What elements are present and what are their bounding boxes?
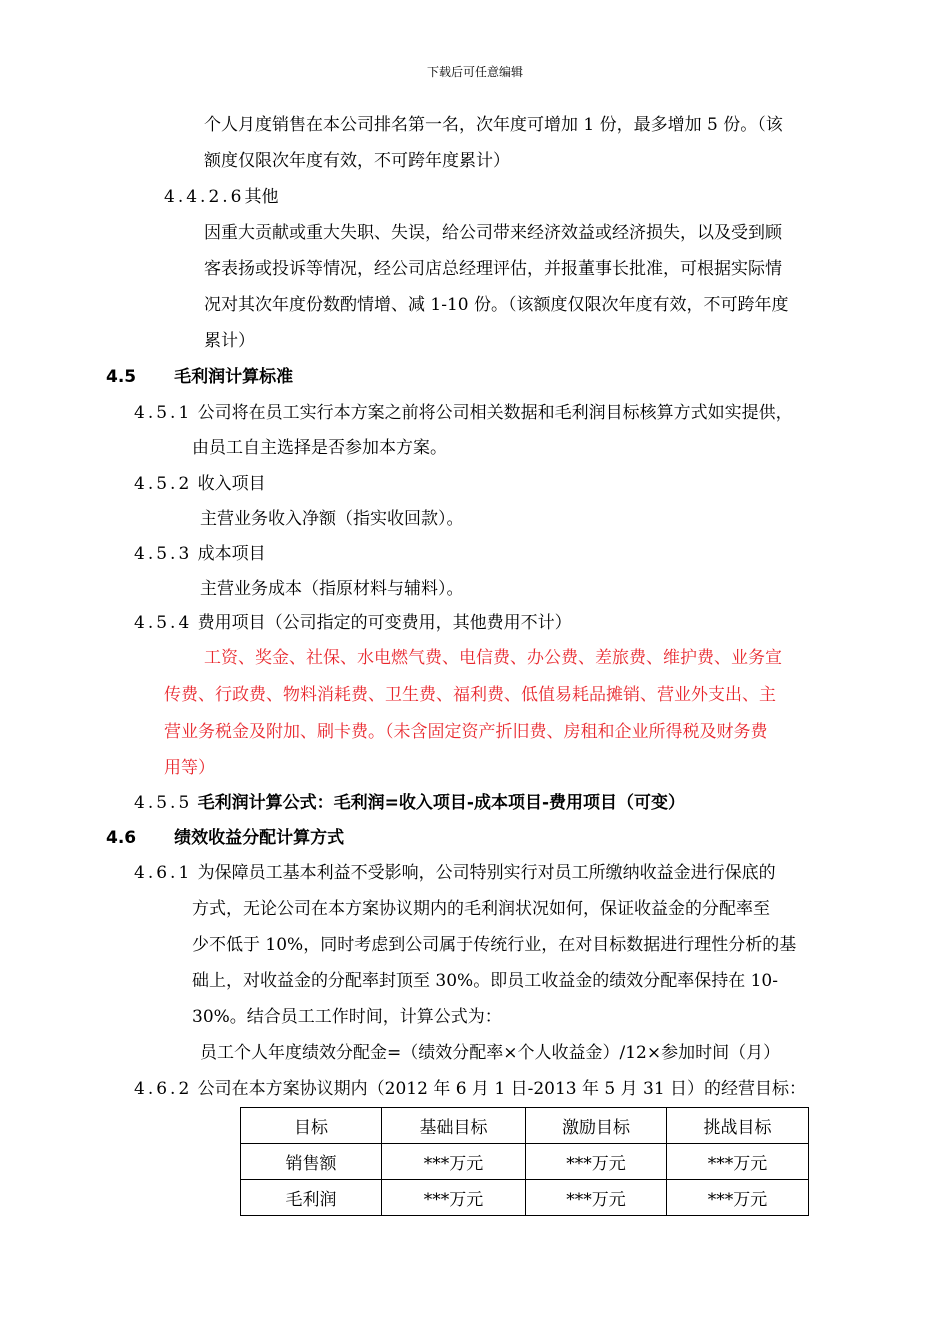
subsection-4-5-2 [134, 473, 266, 495]
paragraph-line: 主营业务收入净额（指实收回款）。 [200, 509, 464, 529]
table-cell: ***万元 [526, 1180, 667, 1216]
table-row [241, 1144, 809, 1180]
section-number: 4.5.4 [134, 613, 193, 633]
subsection-4-5-5 [134, 792, 685, 814]
paragraph-line: 客表扬或投诉等情况，经公司店总经理评估，并报董事长批准，可根据实际情 [204, 259, 782, 279]
paragraph-text: 公司将在员工实行本方案之前将公司相关数据和毛利润目标核算方式如实提供， [197, 403, 793, 423]
table-header-cell: 基础目标 [382, 1108, 526, 1144]
expense-list-line: 工资、奖金、社保、水电燃气费、电信费、办公费、差旅费、维护费、业务宣 [204, 648, 782, 668]
formula-line: 员工个人年度绩效分配金=（绩效分配率×个人收益金）/12×参加时间（月） [200, 1043, 781, 1063]
section-heading-4-6 [106, 827, 344, 849]
section-number: 4.6.2 [134, 1079, 193, 1099]
section-number: 4.5.2 [134, 474, 193, 494]
paragraph-line: 少不低于 10%，同时考虑到公司属于传统行业，在对目标数据进行理性分析的基 [192, 935, 797, 955]
section-number: 4.5 [106, 367, 137, 387]
expense-list-line: 传费、行政费、物料消耗费、卫生费、福利费、低值易耗品摊销、营业外支出、主 [164, 685, 776, 705]
paragraph-line: 30%。结合员工工作时间，计算公式为： [192, 1007, 502, 1027]
table-header-row [241, 1108, 809, 1144]
paragraph-text: 为保障员工基本利益不受影响，公司特别实行对员工所缴纳收益金进行保底的 [197, 863, 776, 883]
subsection-4-6-1-line [134, 862, 776, 884]
subsection-4-5-4 [134, 612, 572, 634]
goals-table [240, 1107, 809, 1216]
table-cell: 销售额 [241, 1144, 382, 1180]
table-row [241, 1180, 809, 1216]
paragraph-line: 主营业务成本（指原材料与辅料）。 [200, 579, 464, 599]
table-cell: ***万元 [382, 1180, 526, 1216]
subsection-4-5-1-line [134, 402, 793, 424]
table-cell: ***万元 [667, 1144, 809, 1180]
subsection-4-5-3 [134, 543, 266, 565]
section-number: 4.5.5 [134, 793, 193, 813]
subsection-4-6-2 [134, 1078, 806, 1100]
expense-list-line: 用等） [164, 758, 215, 778]
section-title: 其他 [244, 187, 279, 207]
section-heading-4-5 [106, 366, 293, 388]
section-title: 绩效收益分配计算方式 [174, 828, 345, 848]
formula-title: 毛利润计算公式：毛利润=收入项目-成本项目-费用项目（可变） [197, 793, 686, 813]
table-header-cell: 挑战目标 [667, 1108, 809, 1144]
expense-list-line: 营业务税金及附加、刷卡费。（未含固定资产折旧费、房租和企业所得税及财务费 [164, 722, 768, 742]
section-title: 收入项目 [197, 474, 266, 494]
table-header-cell: 激励目标 [526, 1108, 667, 1144]
paragraph-line: 方式，无论公司在本方案协议期内的毛利润状况如何，保证收益金的分配率至 [192, 899, 770, 919]
paragraph-line: 因重大贡献或重大失职、失误，给公司带来经济效益或经济损失，以及受到顾 [204, 223, 782, 243]
table-header-cell: 目标 [241, 1108, 382, 1144]
table-cell: ***万元 [526, 1144, 667, 1180]
section-number: 4.4.2.6 [164, 187, 245, 207]
section-title: 毛利润计算标准 [174, 367, 294, 387]
paragraph-line: 由员工自主选择是否参加本方案。 [192, 438, 447, 458]
page-header: 下载后可任意编辑 [426, 65, 523, 79]
section-number: 4.5.3 [134, 544, 193, 564]
section-title: 成本项目 [197, 544, 266, 564]
table-cell: ***万元 [382, 1144, 526, 1180]
paragraph-line: 额度仅限次年度有效，不可跨年度累计） [204, 151, 510, 171]
table-cell: ***万元 [667, 1180, 809, 1216]
section-title: 费用项目（公司指定的可变费用，其他费用不计） [197, 613, 572, 633]
subsection-heading [164, 186, 278, 208]
section-number: 4.6.1 [134, 863, 193, 883]
paragraph-line: 个人月度销售在本公司排名第一名，次年度可增加 1 份，最多增加 5 份。（该 [204, 115, 783, 135]
paragraph-line: 累计） [204, 331, 255, 351]
section-number: 4.5.1 [134, 403, 193, 423]
paragraph-line: 础上，对收益金的分配率封顶至 30%。即员工收益金的绩效分配率保持在 10- [192, 971, 778, 991]
paragraph-text: 公司在本方案协议期内（2012 年 6 月 1 日-2013 年 5 月 31 日）的经营目标： [197, 1079, 807, 1099]
paragraph-line: 况对其次年度份数酌情增、减 1-10 份。（该额度仅限次年度有效，不可跨年度 [204, 295, 789, 315]
table-cell: 毛利润 [241, 1180, 382, 1216]
section-number: 4.6 [106, 828, 137, 848]
